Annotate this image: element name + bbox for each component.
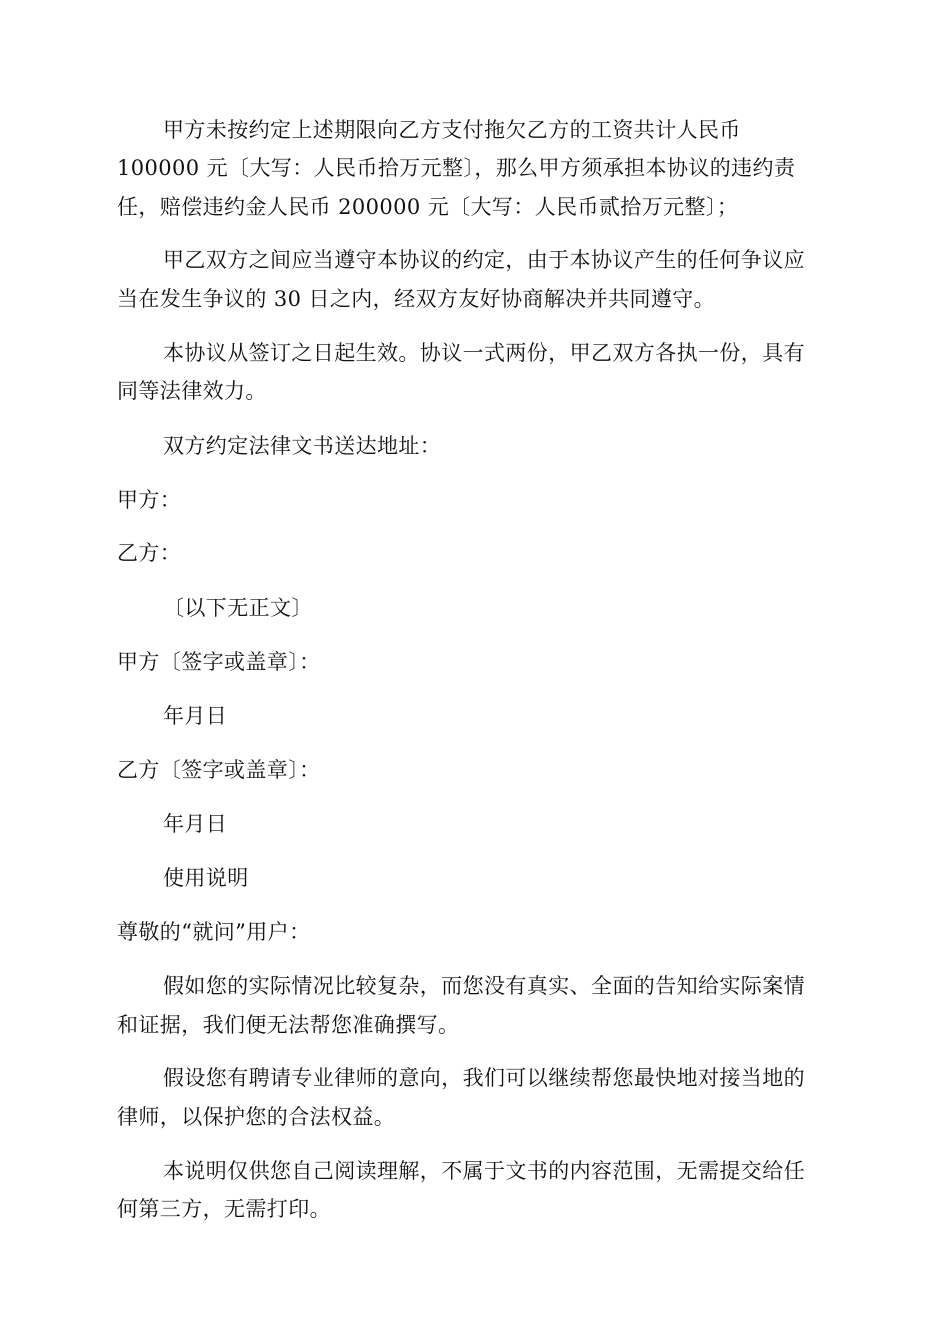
party-b-address-label: 乙方： [117,541,182,565]
party-a-date-label: 年月日 [163,704,228,728]
party-b-signature-label: 乙方〔签字或盖章〕： [117,758,321,782]
dispute-clause-line-2: 当在发生争议的 30 日之内，经双方友好协商解决并共同遵守。 [117,287,716,311]
breach-clause-line-3: 任，赔偿违约金人民币 200000 元〔大写：人民币贰拾万元整〕； [117,195,739,219]
note-2-line-1: 假设您有聘请专业律师的意向，我们可以继续帮您最快地对接当地的 [163,1066,805,1090]
note-1-line-1: 假如您的实际情况比较复杂，而您没有真实、全面的告知给实际案情 [163,974,805,998]
usage-title: 使用说明 [163,866,249,890]
party-a-signature-label: 甲方〔签字或盖章〕： [117,650,321,674]
breach-clause-line-2: 100000 元〔大写：人民币拾万元整〕，那么甲方须承担本协议的违约责 [117,156,796,180]
note-2-line-2: 律师，以保护您的合法权益。 [117,1105,396,1129]
note-3-line-2: 何第三方，无需打印。 [117,1197,331,1221]
dispute-clause-line-1: 甲乙双方之间应当遵守本协议的约定，由于本协议产生的任何争议应 [163,248,805,272]
note-1-line-2: 和证据，我们便无法帮您准确撰写。 [117,1013,460,1037]
breach-clause-line-1: 甲方未按约定上述期限向乙方支付拖欠乙方的工资共计人民币 [163,118,741,142]
greeting: 尊敬的“就问”用户： [117,920,311,944]
effect-clause-line-1: 本协议从签订之日起生效。协议一式两份，甲乙双方各执一份，具有 [163,341,805,365]
end-of-text-marker: 〔以下无正文〕 [163,596,313,620]
party-a-address-label: 甲方： [117,488,182,512]
note-3-line-1: 本说明仅供您自己阅读理解，不属于文书的内容范围，无需提交给任 [163,1159,805,1183]
party-b-date-label: 年月日 [163,812,228,836]
address-heading: 双方约定法律文书送达地址： [163,434,442,458]
effect-clause-line-2: 同等法律效力。 [117,379,267,403]
